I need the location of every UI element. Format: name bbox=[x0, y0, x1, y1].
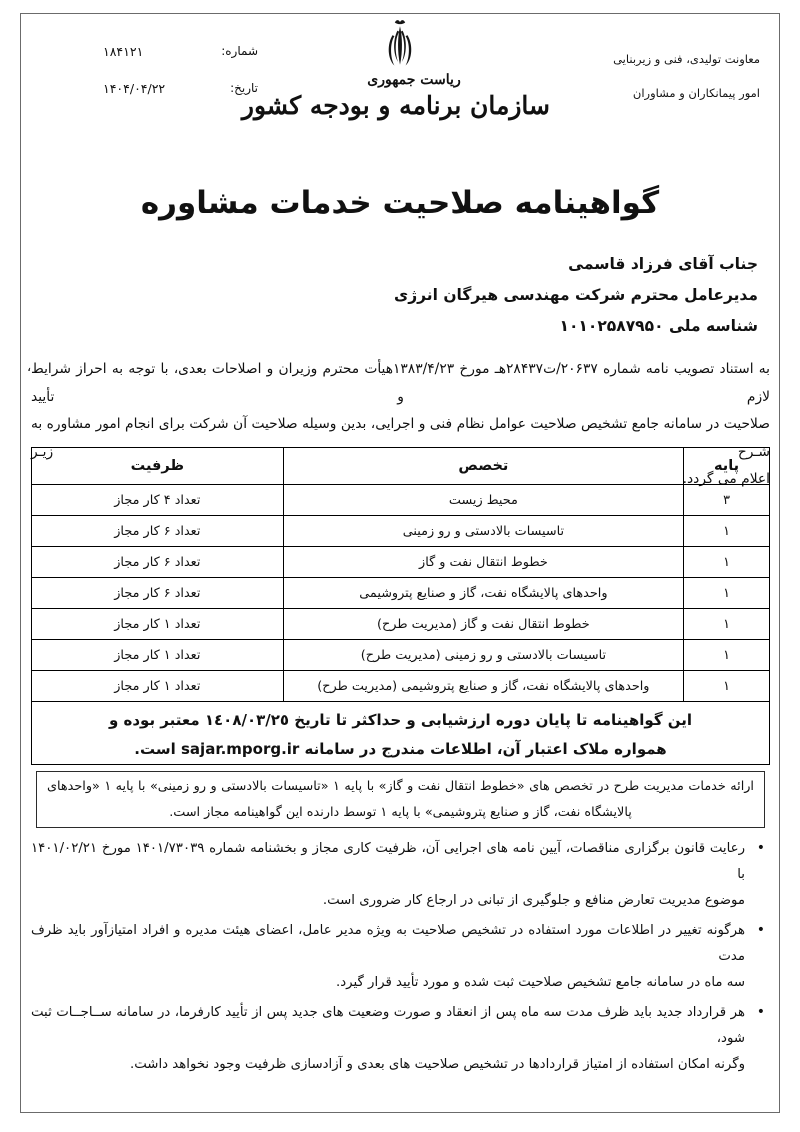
cell-grade: ۱ bbox=[684, 671, 770, 702]
organization-name: سازمان برنامه و بودجه کشور bbox=[241, 91, 550, 120]
list-item bbox=[31, 1000, 770, 1078]
doc-number-row bbox=[103, 44, 258, 81]
table-row bbox=[32, 609, 770, 640]
cell-capacity: تعداد ۱ کار مجاز bbox=[32, 671, 284, 702]
cell-specialty: تاسیسات بالادستی و رو زمینی (مدیریت طرح) bbox=[283, 640, 683, 671]
doc-number-label: شماره: bbox=[221, 44, 258, 58]
addressee-block bbox=[394, 249, 758, 342]
intro-line-2: صلاحیت در سامانه جامع تشخیص صلاحیت عوامل نظام فنی و اجرایی، بدین وسیله صلاحیت آن شرکت برای انجام امور مشاوره به شـرح زیـر bbox=[31, 416, 770, 460]
page-title: گواهینامه صلاحیت خدمات مشاوره bbox=[140, 185, 660, 221]
list-item bbox=[31, 918, 770, 996]
column-header-grade: پایه bbox=[684, 448, 770, 485]
header-department-block bbox=[613, 42, 760, 110]
bullet-3-line-1: هر قرارداد جدید باید ظرف مدت سه ماه پس از انعقاد و صورت وضعیت های جدید پس از تأیید کارفرما، در سامانه ســاجــات ثبت شود، bbox=[31, 1005, 745, 1046]
column-header-capacity: ظرفیت bbox=[32, 448, 284, 485]
list-item bbox=[31, 836, 770, 914]
cell-grade: ۱ bbox=[684, 516, 770, 547]
cell-specialty: واحدهای پالایشگاه نفت، گاز و صنایع پتروشیمی (مدیریت طرح) bbox=[283, 671, 683, 702]
table-row bbox=[32, 640, 770, 671]
validity-statement bbox=[31, 702, 770, 765]
cell-specialty: محیط زیست bbox=[283, 485, 683, 516]
addressee-national-id: شناسه ملی ۱۰۱۰۲۵۸۷۹۵۰ bbox=[559, 317, 758, 335]
cell-capacity: تعداد ۶ کار مجاز bbox=[32, 516, 284, 547]
validity-line-2: همواره ملاک اعتبار آن، اطلاعات مندرج در سامانه sajar.mporg.ir است. bbox=[134, 739, 667, 758]
doc-date-value: ۱۴۰۴/۰۴/۲۲ bbox=[103, 81, 166, 96]
table-row bbox=[32, 671, 770, 702]
doc-number-value: ۱۸۴۱۲۱ bbox=[103, 44, 144, 59]
cell-grade: ۱ bbox=[684, 640, 770, 671]
cell-specialty: خطوط انتقال نفت و گاز bbox=[283, 547, 683, 578]
cell-grade: ۱ bbox=[684, 578, 770, 609]
table-header-row bbox=[32, 448, 770, 485]
column-header-specialty: تخصص bbox=[283, 448, 683, 485]
cell-specialty: واحدهای پالایشگاه نفت، گاز و صنایع پتروشیمی bbox=[283, 578, 683, 609]
department-line-1: معاونت تولیدی، فنی و زیربنایی bbox=[613, 52, 760, 66]
cell-specialty: خطوط انتقال نفت و گاز (مدیریت طرح) bbox=[283, 609, 683, 640]
addressee-role-company: مدیرعامل محترم شرکت مهندسی هیرگان انرژی bbox=[394, 286, 758, 304]
bullet-icon: • bbox=[756, 1004, 765, 1020]
cell-grade: ۱ bbox=[684, 609, 770, 640]
bullet-2-line-2: سه ماه در سامانه جامع تشخیص صلاحیت ثبت شده و مورد تأیید قرار گیرد. bbox=[335, 975, 745, 990]
iran-emblem-icon bbox=[377, 18, 423, 70]
table-row bbox=[32, 485, 770, 516]
header-number-date-block bbox=[103, 44, 258, 118]
project-management-note bbox=[36, 771, 765, 828]
table-row bbox=[32, 516, 770, 547]
doc-date-row bbox=[103, 81, 258, 118]
note-line-1: ارائه خدمات مدیریت طرح در تخصص های «خطوط انتقال نفت و گاز» با پایه ۱ «تاسیسات بالادستی و رو زمینی» با پایه ۱ «واحدهای bbox=[47, 779, 754, 794]
cell-capacity: تعداد ۱ کار مجاز bbox=[32, 609, 284, 640]
intro-line-3: اعلام می گردد. bbox=[682, 471, 770, 487]
cell-capacity: تعداد ۶ کار مجاز bbox=[32, 578, 284, 609]
cell-capacity: تعداد ۱ کار مجاز bbox=[32, 640, 284, 671]
bullet-1-line-1: رعایت قانون برگزاری مناقصات، آیین نامه های اجرایی آن، ظرفیت کاری مجاز و بخشنامه شماره ۱۴۰۱/۷۳۰۳۹ مورخ ۱۴۰۱/۰۲/۲۱ با bbox=[31, 841, 746, 882]
cell-capacity: تعداد ۶ کار مجاز bbox=[32, 547, 284, 578]
presidency-caption: ریاست جمهوری bbox=[367, 72, 461, 88]
department-line-2: امور پیمانکاران و مشاوران bbox=[632, 86, 760, 100]
table-row bbox=[32, 578, 770, 609]
bullet-2-line-1: هرگونه تغییر در اطلاعات مورد استفاده در تشخیص صلاحیت به ویژه مدیر عامل، اعضای هیئت مدیره و افراد امتیازآور باید ظرف مدت bbox=[31, 923, 745, 964]
stray-comma-mark: ، bbox=[27, 360, 32, 375]
note-line-2: پالایشگاه نفت، گاز و صنایع پتروشیمی» با پایه ۱ توسط دارنده این گواهینامه مجاز است. bbox=[169, 805, 632, 820]
validity-line-1: این گواهینامه تا پایان دوره ارزشیابی و حداکثر تا تاریخ ١٤٠٨/٠٣/٢٥ معتبر بوده و bbox=[108, 710, 693, 729]
bullet-1-line-2: موضوع مدیریت تعارض منافع و جلوگیری از تبانی در ارجاع کار ضروری است. bbox=[322, 893, 745, 908]
bullet-icon: • bbox=[756, 922, 765, 938]
cell-grade: ۱ bbox=[684, 547, 770, 578]
cell-grade: ۳ bbox=[684, 485, 770, 516]
bullet-icon: • bbox=[756, 840, 765, 856]
conditions-list bbox=[31, 836, 770, 1082]
cell-capacity: تعداد ۴ کار مجاز bbox=[32, 485, 284, 516]
cell-specialty: تاسیسات بالادستی و رو زمینی bbox=[283, 516, 683, 547]
table-row bbox=[32, 547, 770, 578]
bullet-3-line-2: وگرنه امکان استفاده از امتیاز قراردادها در تشخیص صلاحیت های بعدی و آزادسازی ظرفیت وجود نخواهد داشت. bbox=[130, 1057, 745, 1072]
qualification-table bbox=[31, 447, 770, 702]
addressee-name: جناب آقای فرزاد قاسمی bbox=[568, 255, 758, 273]
doc-date-label: تاریخ: bbox=[230, 81, 258, 95]
intro-line-1: به استناد تصویب نامه شماره ۲۰۶۳۷/ت۲۸۴۳۷هـ مورخ ۱۳۸۳/۴/۲۳هیأت محترم وزیران و اصلاحات بعدی، با توجه به احراز شرایط لازم و تأیید bbox=[31, 361, 770, 405]
